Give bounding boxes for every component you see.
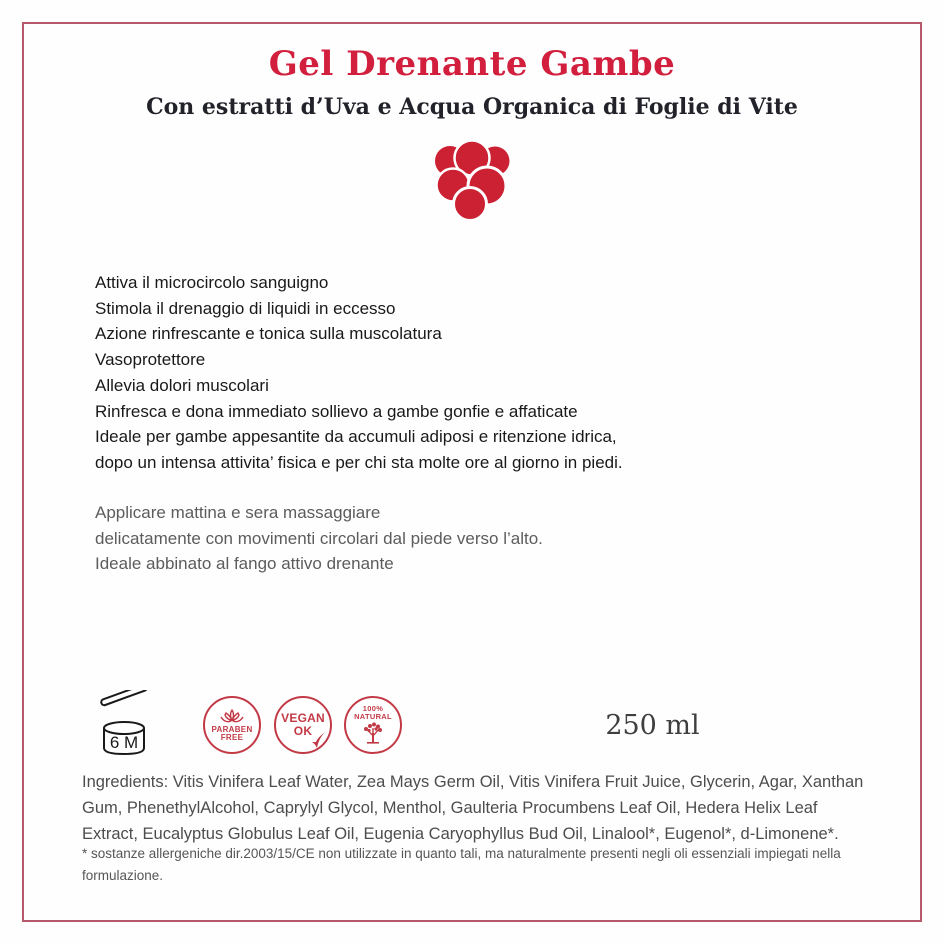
ingredients-text: Ingredients: Vitis Vinifera Leaf Water, Zea Mays Germ Oil, Vitis Vinifera Fruit Juice, Glycerin, Agar, Xanthan Gum, PhenethylAlcohol, Caprylyl Glycol, Menthol, Gaulteria Procumbens Leaf Oil, Hedera Helix Leaf Extract, Eucalyptus Globulus Leaf Oil, Eugenia Caryophyllus Bud Oil, Linalool*, Eugenol*, d-Limonene*. bbox=[82, 773, 864, 843]
badge-label: 100% bbox=[362, 704, 384, 714]
usage-line: Applicare mattina e sera massaggiare bbox=[95, 503, 381, 522]
benefit-line: Ideale per gambe appesantite da accumuli adiposi e ritenzione idrica, bbox=[95, 427, 617, 447]
badge-label: PARABEN bbox=[211, 724, 253, 734]
benefits-list bbox=[95, 270, 815, 476]
allergen-footnote: * sostanze allergeniche dir.2003/15/CE non utilizzate in quanto tali, ma naturalmente presenti negli oli essenziali impiegati nella formulazione. bbox=[82, 846, 841, 883]
tree-icon bbox=[360, 721, 386, 745]
benefit-line: Stimola il drenaggio di liquidi in eccesso bbox=[95, 298, 396, 318]
benefit-line: Rinfresca e dona immediato sollievo a gambe gonfie e affaticate bbox=[95, 401, 578, 421]
grapes-icon bbox=[434, 140, 510, 229]
page-title: Gel Drenante Gambe bbox=[268, 44, 676, 84]
usage-line: Ideale abbinato al fango attivo drenante bbox=[95, 554, 394, 574]
pao-months-label: 6 M bbox=[109, 733, 139, 752]
badge-label: OK bbox=[293, 724, 313, 738]
badge-label: FREE bbox=[220, 733, 244, 742]
certification-row bbox=[0, 690, 944, 764]
usage-line: delicatamente con movimenti circolari dal piede verso l’alto. bbox=[95, 528, 543, 548]
benefit-line: dopo un intensa attivita’ fisica e per chi sta molte ore al giorno in piedi. bbox=[95, 452, 623, 472]
benefit-line: Azione rinfrescante e tonica sulla muscolatura bbox=[95, 324, 442, 344]
benefit-line: Attiva il microcircolo sanguigno bbox=[95, 273, 329, 292]
page-subtitle: Con estratti d’Uva e Acqua Organica di Foglie di Vite bbox=[146, 94, 798, 120]
volume-label: 250 ml bbox=[605, 710, 700, 741]
benefit-line: Vasoprotettore bbox=[95, 350, 206, 370]
lotus-icon bbox=[220, 708, 244, 726]
pao-jar-icon bbox=[90, 690, 158, 767]
vegan-ok-badge bbox=[274, 696, 332, 754]
badge-label: VEGAN bbox=[281, 711, 325, 726]
badge-label: NATURAL bbox=[354, 712, 392, 721]
benefit-line: Allevia dolori muscolari bbox=[95, 375, 269, 395]
usage-instructions bbox=[95, 500, 815, 577]
check-icon bbox=[308, 730, 328, 750]
paraben-free-badge bbox=[203, 696, 261, 754]
natural-100-badge bbox=[344, 696, 402, 754]
